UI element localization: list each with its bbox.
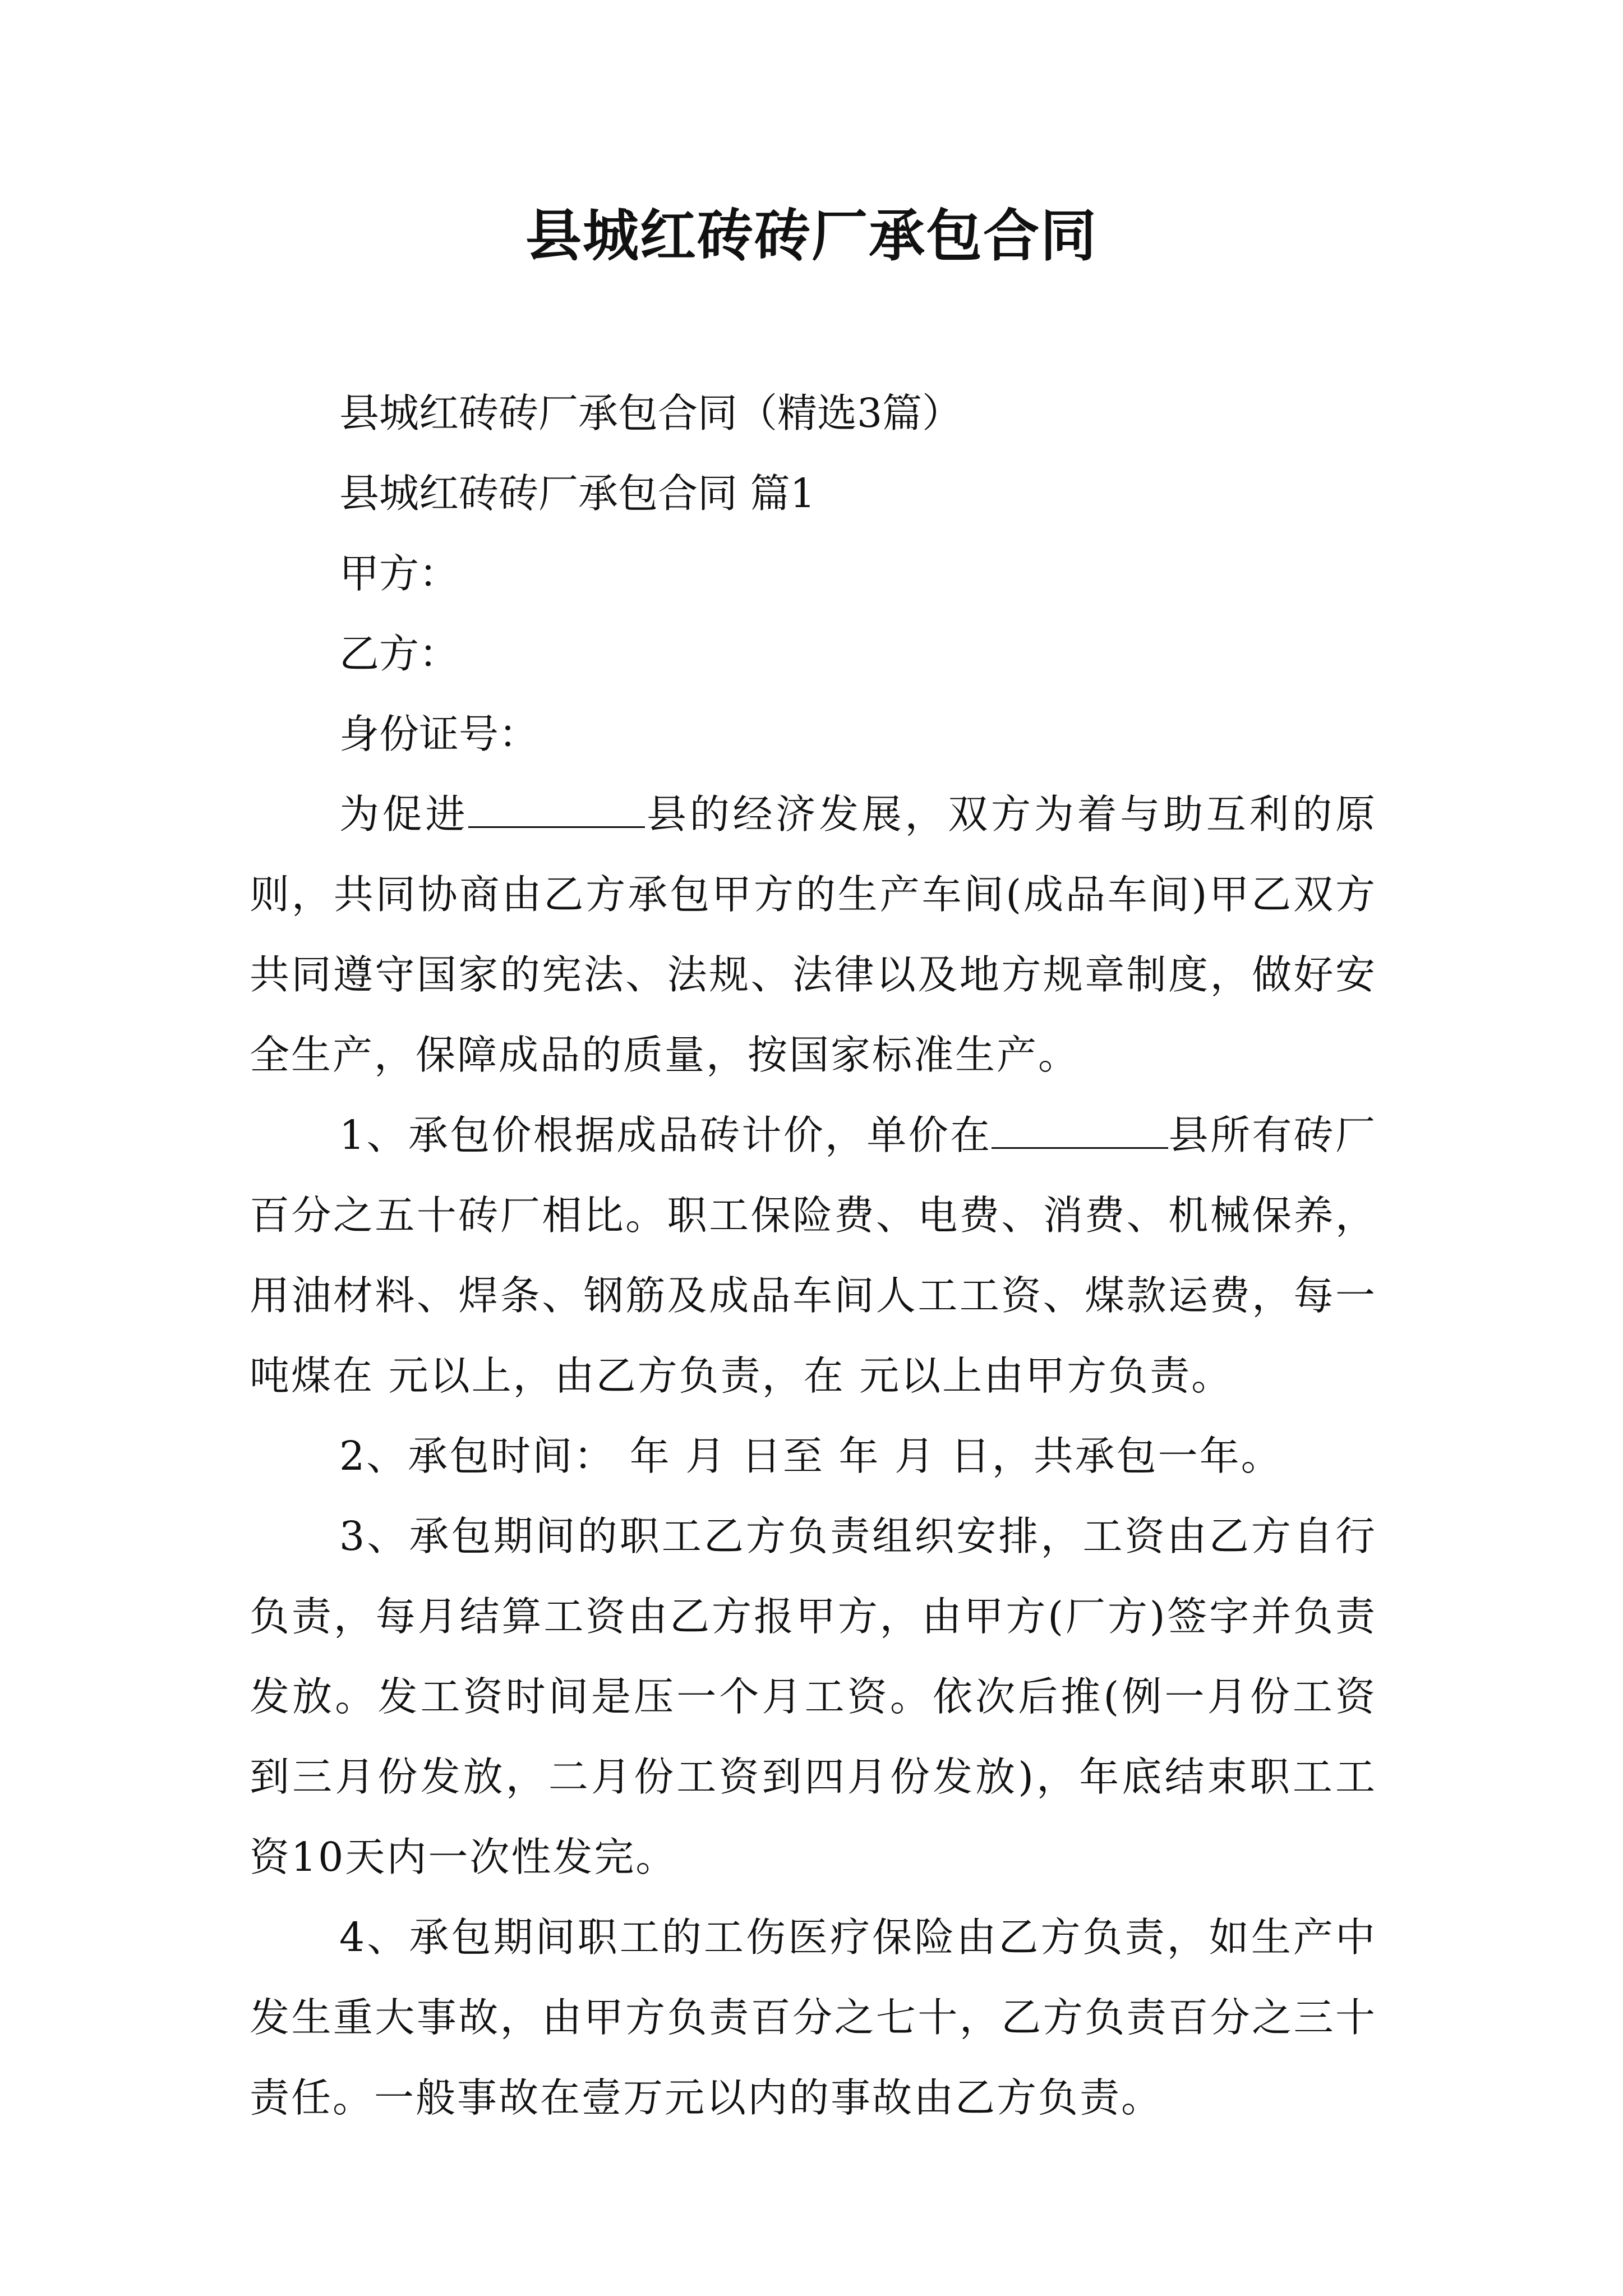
document-title: 县城红砖砖厂承包合同 (525, 203, 1098, 269)
clause-2-paragraph: 2、承包时间： 年 月 日至 年 月 日，共承包一年。 (339, 1433, 1283, 1479)
document-subtitle: 县城红砖砖厂承包合同（精选3篇） (339, 390, 962, 436)
clause-3-paragraph: 3、承包期间的职工乙方负责组织安排，工资由乙方自行负责，每月结算工资由乙方报甲方，由甲方(厂方)签字并负责发放。发工资时间是压一个月工资。依次后推(例一月份工资到三月份发放，二月份工资到四月份发放)，年底结束职工工资10天内一次性发完。 (250, 1513, 1377, 1880)
clause-1-paragraph (250, 1095, 1377, 1416)
document-body (250, 373, 1377, 2138)
id-number-label: 身份证号： (339, 711, 539, 757)
section-heading: 县城红砖砖厂承包合同 篇1 (339, 470, 815, 517)
clause-4-paragraph: 4、承包期间职工的工伤医疗保险由乙方负责，如生产中发生重大事故，由甲方负责百分之七十，乙方负责百分之三十责任。一般事故在壹万元以内的事故由乙方负责。 (250, 1914, 1377, 2121)
preamble-text-start: 为促进 (339, 791, 469, 838)
preamble-paragraph (250, 774, 1377, 1095)
county-price-blank (992, 1114, 1168, 1149)
preamble-text-end: 县的经济发展，双方为着与助互利的原则，共同协商由乙方承包甲方的生产车间(成品车间)甲乙双方共同遵守国家的宪法、法规、法律以及地方规章制度，做好安全生产，保障成品的质量，按国家标准生产。 (250, 791, 1377, 1078)
county-name-blank (468, 793, 645, 828)
clause-1-text-start: 1、承包价根据成品砖计价，单价在 (339, 1112, 992, 1158)
party-a-label: 甲方： (339, 550, 459, 597)
clause-1-text-end: 县所有砖厂百分之五十砖厂相比。职工保险费、电费、消费、机械保养，用油材料、焊条、钢筋及成品车间人工工资、煤款运费，每一吨煤在 元以上，由乙方负责，在 元以上由甲方负责。 (250, 1112, 1377, 1399)
party-b-label: 乙方： (339, 631, 459, 677)
